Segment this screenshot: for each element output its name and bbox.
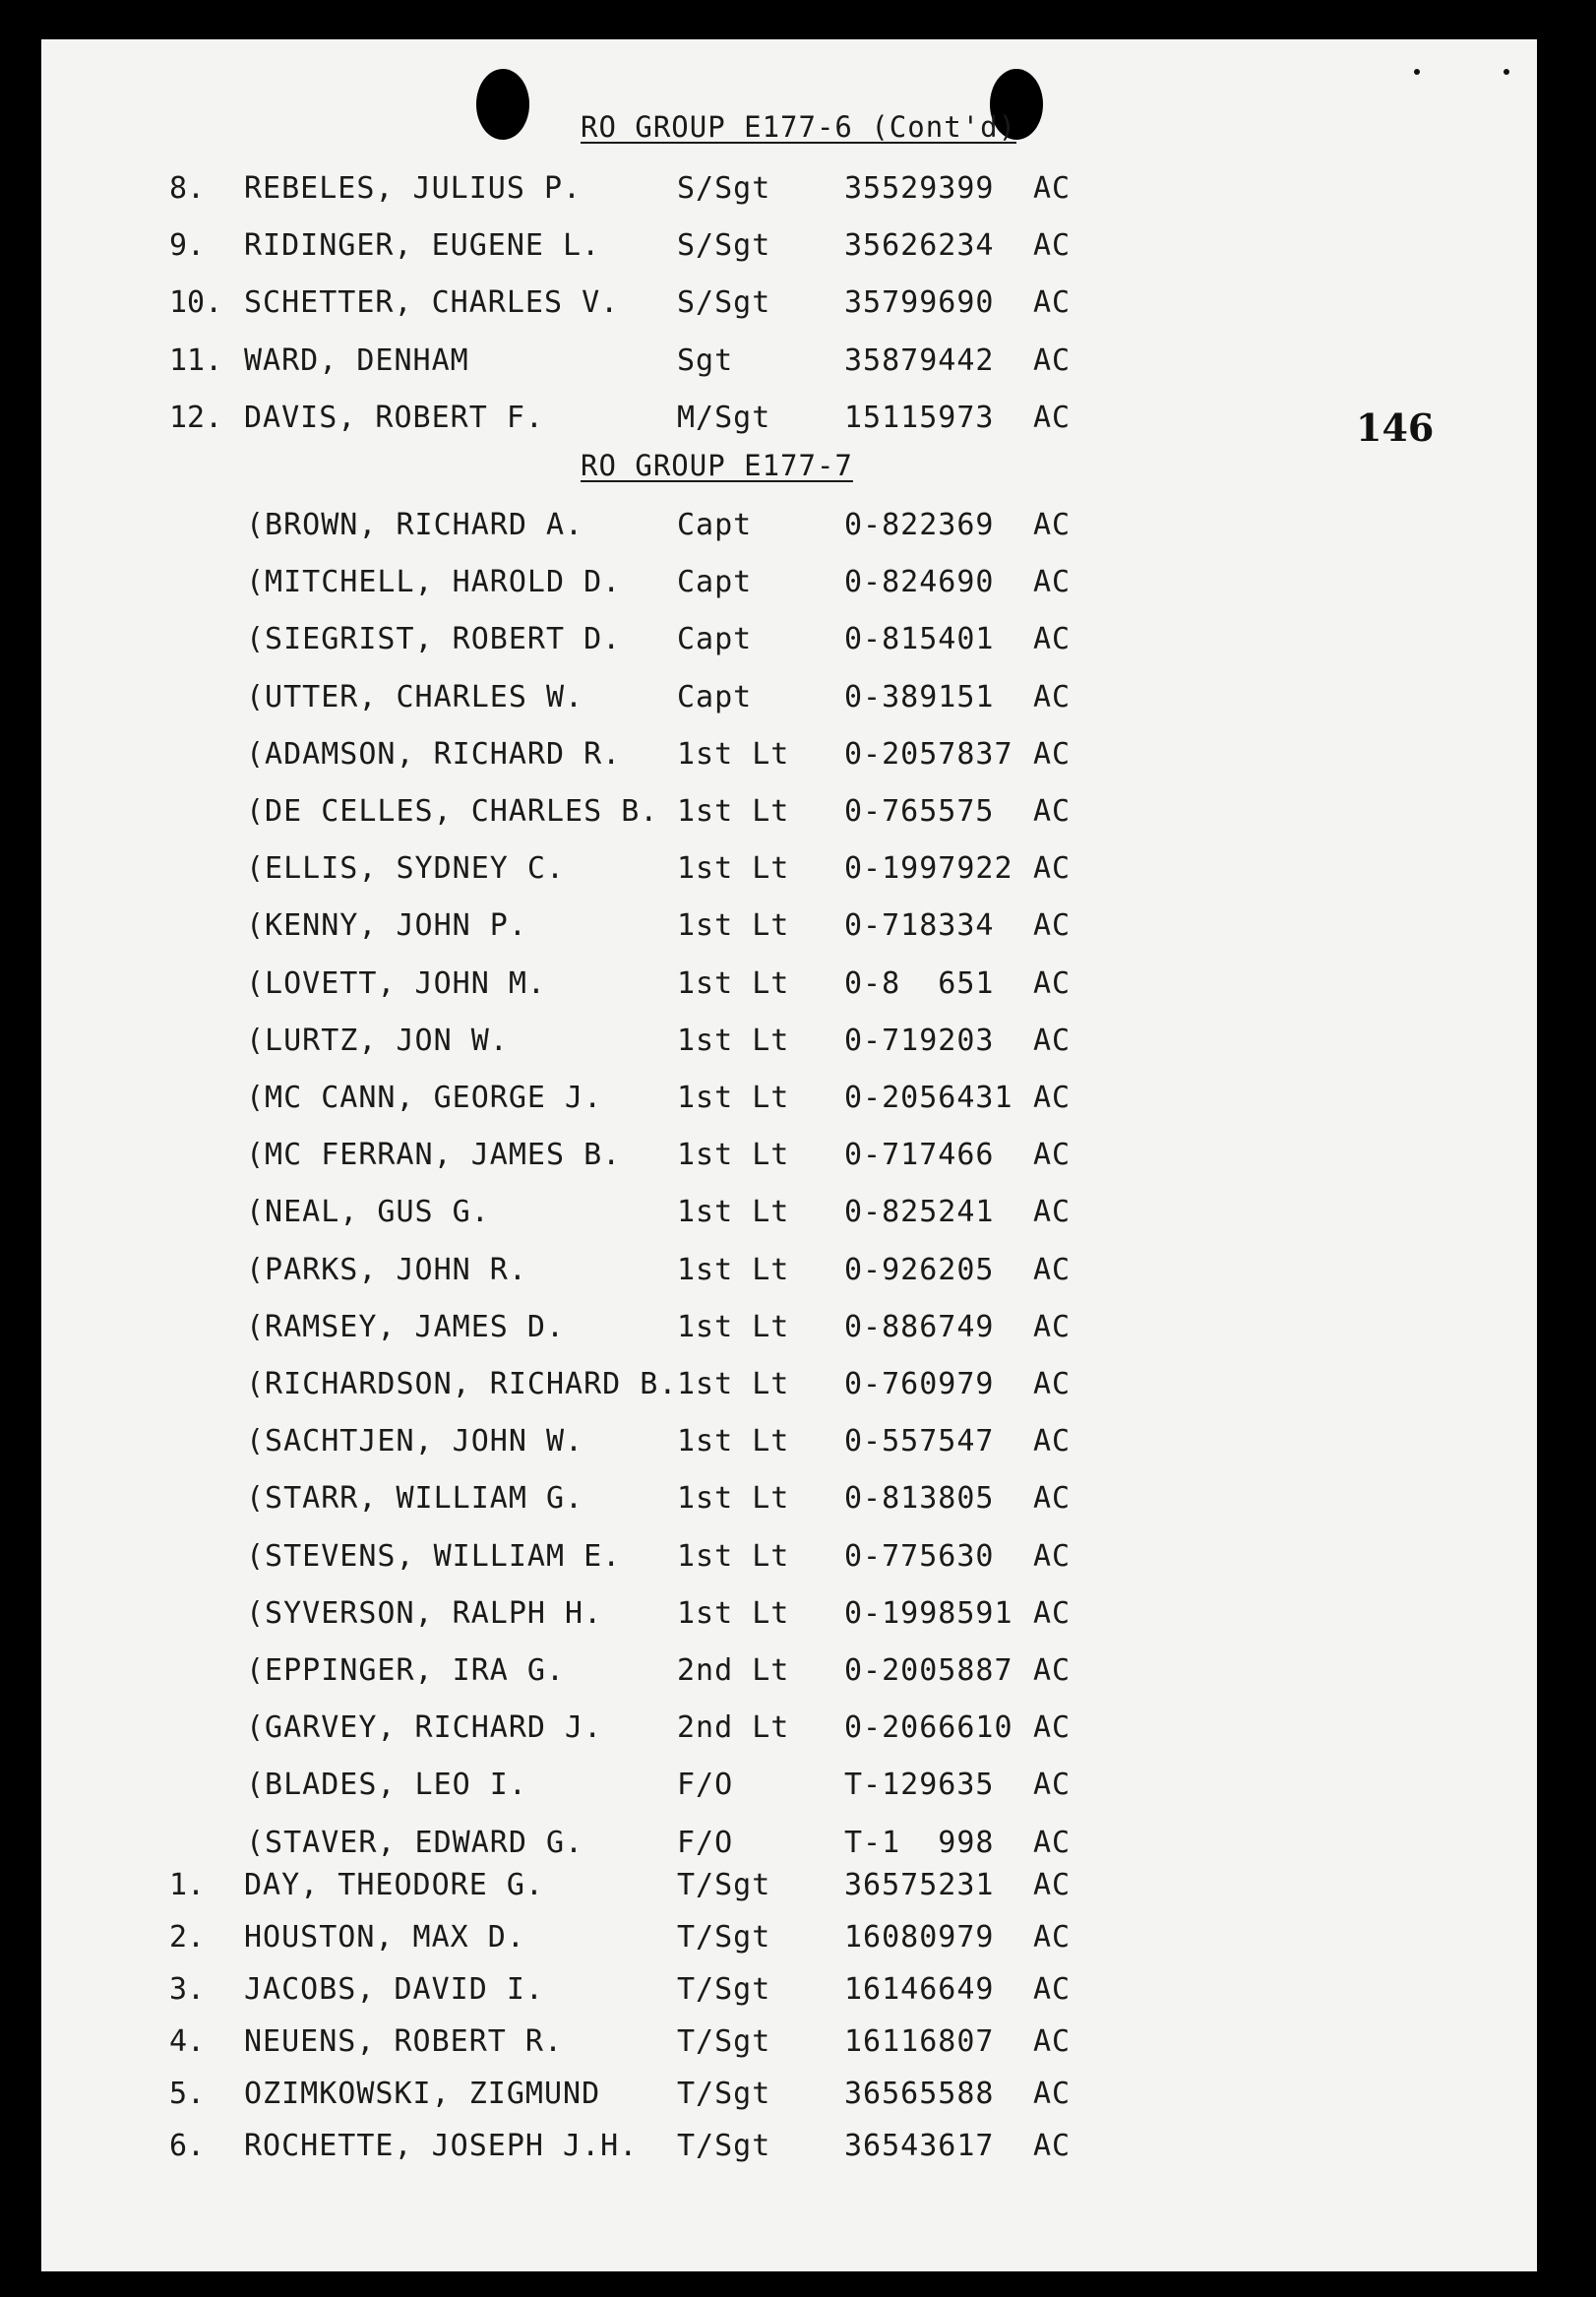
serial-number: 36565588: [844, 2077, 995, 2111]
serial-number: 0-1998591: [844, 1595, 1013, 1631]
roster-row: [0, 283, 1596, 323]
roster-row: [0, 1708, 1596, 1748]
roster-row: [0, 678, 1596, 717]
serial-number: 0-760979: [844, 1367, 995, 1401]
branch: AC: [1033, 228, 1072, 264]
rank: 1st Lt: [677, 1481, 790, 1517]
serial-number: 0-926205: [844, 1252, 995, 1287]
roster-row: [0, 1970, 1596, 2010]
punch-hole-left: [476, 69, 529, 140]
branch: AC: [1033, 1595, 1072, 1631]
speck: [1414, 69, 1420, 75]
serial-number: 16080979: [844, 1920, 995, 1955]
person-name: (STEVENS, WILLIAM E.: [246, 1538, 622, 1574]
page-number: 146: [1356, 405, 1435, 450]
roster-row: [0, 1866, 1596, 1905]
continued-group-heading: RO GROUP E177-6 (Cont'd): [581, 110, 1017, 144]
person-name: (BLADES, LEO I.: [246, 1768, 527, 1803]
branch: AC: [1033, 679, 1072, 714]
serial-number: 16146649: [844, 1972, 995, 2007]
branch: AC: [1033, 2024, 1072, 2059]
person-name: (SACHTJEN, JOHN W.: [246, 1424, 584, 1459]
branch: AC: [1033, 1081, 1072, 1115]
rank: 2nd Lt: [677, 1710, 790, 1746]
roster-row: [0, 1594, 1596, 1634]
rank: 1st Lt: [677, 1309, 790, 1344]
branch: AC: [1033, 1424, 1072, 1459]
roster-row: [0, 1918, 1596, 1957]
serial-number: 0-813805: [844, 1481, 995, 1517]
branch: AC: [1033, 736, 1072, 772]
serial-number: 0-389151: [844, 679, 995, 714]
branch: AC: [1033, 908, 1072, 944]
serial-number: 35799690: [844, 285, 995, 321]
person-name: (ELLIS, SYDNEY C.: [246, 851, 566, 887]
branch: AC: [1033, 2129, 1072, 2163]
branch: AC: [1033, 1972, 1072, 2007]
branch: AC: [1033, 1710, 1072, 1746]
rank: Sgt: [677, 342, 734, 378]
rank: Capt: [677, 508, 753, 542]
person-name: DAVIS, ROBERT F.: [244, 400, 544, 435]
rank: 2nd Lt: [677, 1653, 790, 1688]
rank: 1st Lt: [677, 1081, 790, 1115]
roster-row: [0, 341, 1596, 381]
rank: Capt: [677, 565, 753, 600]
serial-number: 0-765575: [844, 794, 995, 829]
serial-number: 36575231: [844, 1868, 995, 1902]
roster-row: [0, 1022, 1596, 1061]
roster-row: [0, 1651, 1596, 1691]
row-number: 8.: [169, 171, 206, 206]
rank: 1st Lt: [677, 736, 790, 772]
serial-number: 0-717466: [844, 1138, 995, 1173]
rank: S/Sgt: [677, 285, 771, 321]
row-number: 6.: [169, 2129, 206, 2163]
person-name: (KENNY, JOHN P.: [246, 908, 527, 944]
rank: 1st Lt: [677, 1138, 790, 1173]
person-name: DAY, THEODORE G.: [244, 1868, 544, 1902]
rank: T/Sgt: [677, 2129, 771, 2163]
serial-number: T-1 998: [844, 1825, 995, 1860]
row-number: 4.: [169, 2024, 206, 2059]
roster-row: [0, 1365, 1596, 1404]
branch: AC: [1033, 965, 1072, 1001]
serial-number: 0-886749: [844, 1309, 995, 1344]
branch: AC: [1033, 1653, 1072, 1688]
serial-number: 36543617: [844, 2129, 995, 2163]
person-name: (LOVETT, JOHN M.: [246, 965, 546, 1001]
person-name: (MC CANN, GEORGE J.: [246, 1081, 603, 1115]
rank: 1st Lt: [677, 965, 790, 1001]
rank: F/O: [677, 1768, 734, 1803]
rank: T/Sgt: [677, 2077, 771, 2111]
person-name: REBELES, JULIUS P.: [244, 171, 583, 206]
person-name: (SIEGRIST, ROBERT D.: [246, 622, 622, 657]
branch: AC: [1033, 1252, 1072, 1287]
serial-number: 35626234: [844, 228, 995, 264]
roster-row: [0, 1824, 1596, 1863]
rank: 1st Lt: [677, 1023, 790, 1058]
rank: S/Sgt: [677, 171, 771, 206]
person-name: (GARVEY, RICHARD J.: [246, 1710, 603, 1746]
serial-number: 35879442: [844, 342, 995, 378]
rank: T/Sgt: [677, 1972, 771, 2007]
serial-number: T-129635: [844, 1768, 995, 1803]
rank: 1st Lt: [677, 1595, 790, 1631]
rank: 1st Lt: [677, 908, 790, 944]
group-heading-e177-7: RO GROUP E177-7: [581, 449, 853, 482]
roster-row: [0, 1766, 1596, 1805]
person-name: (UTTER, CHARLES W.: [246, 679, 584, 714]
person-name: RIDINGER, EUGENE L.: [244, 228, 601, 264]
roster-row: [0, 1193, 1596, 1232]
branch: AC: [1033, 1868, 1072, 1902]
serial-number: 0-718334: [844, 908, 995, 944]
branch: AC: [1033, 794, 1072, 829]
roster-row: [0, 1308, 1596, 1347]
rank: T/Sgt: [677, 2024, 771, 2059]
person-name: JACOBS, DAVID I.: [244, 1972, 544, 2007]
rank: S/Sgt: [677, 228, 771, 264]
rank: 1st Lt: [677, 794, 790, 829]
rank: 1st Lt: [677, 1538, 790, 1574]
branch: AC: [1033, 1138, 1072, 1173]
branch: AC: [1033, 1367, 1072, 1401]
roster-row: [0, 563, 1596, 602]
branch: AC: [1033, 1825, 1072, 1860]
roster-row: [0, 1537, 1596, 1577]
roster-row: [0, 620, 1596, 659]
serial-number: 0-719203: [844, 1023, 995, 1058]
branch: AC: [1033, 2077, 1072, 2111]
roster-row: [0, 1479, 1596, 1519]
serial-number: 0-824690: [844, 565, 995, 600]
roster-row: [0, 906, 1596, 946]
rank: 1st Lt: [677, 1367, 790, 1401]
person-name: (MITCHELL, HAROLD D.: [246, 565, 622, 600]
person-name: HOUSTON, MAX D.: [244, 1920, 525, 1955]
person-name: (SYVERSON, RALPH H.: [246, 1595, 603, 1631]
row-number: 9.: [169, 228, 206, 264]
person-name: (DE CELLES, CHARLES B.: [246, 794, 659, 829]
serial-number: 15115973: [844, 400, 995, 435]
serial-number: 0-775630: [844, 1538, 995, 1574]
rank: T/Sgt: [677, 1920, 771, 1955]
row-number: 10.: [169, 285, 223, 321]
branch: AC: [1033, 1481, 1072, 1517]
person-name: SCHETTER, CHARLES V.: [244, 285, 620, 321]
branch: AC: [1033, 1920, 1072, 1955]
serial-number: 0-2056431: [844, 1081, 1013, 1115]
serial-number: 0-2005887: [844, 1653, 1013, 1688]
row-number: 3.: [169, 1972, 206, 2007]
roster-row: [0, 1079, 1596, 1118]
branch: AC: [1033, 565, 1072, 600]
serial-number: 0-815401: [844, 622, 995, 657]
branch: AC: [1033, 508, 1072, 542]
person-name: OZIMKOWSKI, ZIGMUND: [244, 2077, 601, 2111]
rank: 1st Lt: [677, 1195, 790, 1230]
rank: T/Sgt: [677, 1868, 771, 1902]
rank: 1st Lt: [677, 1424, 790, 1459]
person-name: (PARKS, JOHN R.: [246, 1252, 527, 1287]
speck: [1504, 69, 1509, 75]
branch: AC: [1033, 400, 1072, 435]
person-name: (EPPINGER, IRA G.: [246, 1653, 566, 1688]
roster-row: [0, 506, 1596, 545]
serial-number: 0-8 651: [844, 965, 995, 1001]
branch: AC: [1033, 622, 1072, 657]
rank: Capt: [677, 622, 753, 657]
roster-row: [0, 964, 1596, 1004]
row-number: 5.: [169, 2077, 206, 2111]
branch: AC: [1033, 171, 1072, 206]
person-name: (STARR, WILLIAM G.: [246, 1481, 584, 1517]
branch: AC: [1033, 285, 1072, 321]
row-number: 12.: [169, 400, 223, 435]
rank: 1st Lt: [677, 1252, 790, 1287]
person-name: (NEAL, GUS G.: [246, 1195, 490, 1230]
branch: AC: [1033, 1195, 1072, 1230]
row-number: 11.: [169, 342, 223, 378]
roster-row: [0, 1251, 1596, 1290]
person-name: (MC FERRAN, JAMES B.: [246, 1138, 622, 1173]
roster-row: [0, 399, 1596, 438]
roster-row: [0, 1422, 1596, 1461]
roster-row: [0, 1136, 1596, 1175]
serial-number: 0-2057837: [844, 736, 1013, 772]
roster-row: [0, 2127, 1596, 2166]
branch: AC: [1033, 1023, 1072, 1058]
row-number: 2.: [169, 1920, 206, 1955]
person-name: (RICHARDSON, RICHARD B.: [246, 1367, 678, 1401]
roster-row: [0, 2075, 1596, 2114]
branch: AC: [1033, 1768, 1072, 1803]
serial-number: 0-1997922: [844, 851, 1013, 887]
branch: AC: [1033, 1538, 1072, 1574]
rank: F/O: [677, 1825, 734, 1860]
branch: AC: [1033, 1309, 1072, 1344]
roster-row: [0, 2022, 1596, 2062]
roster-row: [0, 226, 1596, 266]
person-name: (ADAMSON, RICHARD R.: [246, 736, 622, 772]
person-name: (LURTZ, JON W.: [246, 1023, 509, 1058]
rank: Capt: [677, 679, 753, 714]
serial-number: 35529399: [844, 171, 995, 206]
roster-row: [0, 849, 1596, 889]
person-name: WARD, DENHAM: [244, 342, 469, 378]
person-name: NEUENS, ROBERT R.: [244, 2024, 564, 2059]
serial-number: 16116807: [844, 2024, 995, 2059]
roster-row: [0, 169, 1596, 209]
serial-number: 0-557547: [844, 1424, 995, 1459]
roster-row: [0, 792, 1596, 832]
branch: AC: [1033, 342, 1072, 378]
roster-row: [0, 735, 1596, 775]
person-name: (RAMSEY, JAMES D.: [246, 1309, 566, 1344]
rank: M/Sgt: [677, 400, 771, 435]
serial-number: 0-825241: [844, 1195, 995, 1230]
person-name: (BROWN, RICHARD A.: [246, 508, 584, 542]
serial-number: 0-2066610: [844, 1710, 1013, 1746]
person-name: (STAVER, EDWARD G.: [246, 1825, 584, 1860]
branch: AC: [1033, 851, 1072, 887]
row-number: 1.: [169, 1868, 206, 1902]
rank: 1st Lt: [677, 851, 790, 887]
serial-number: 0-822369: [844, 508, 995, 542]
person-name: ROCHETTE, JOSEPH J.H.: [244, 2129, 639, 2163]
